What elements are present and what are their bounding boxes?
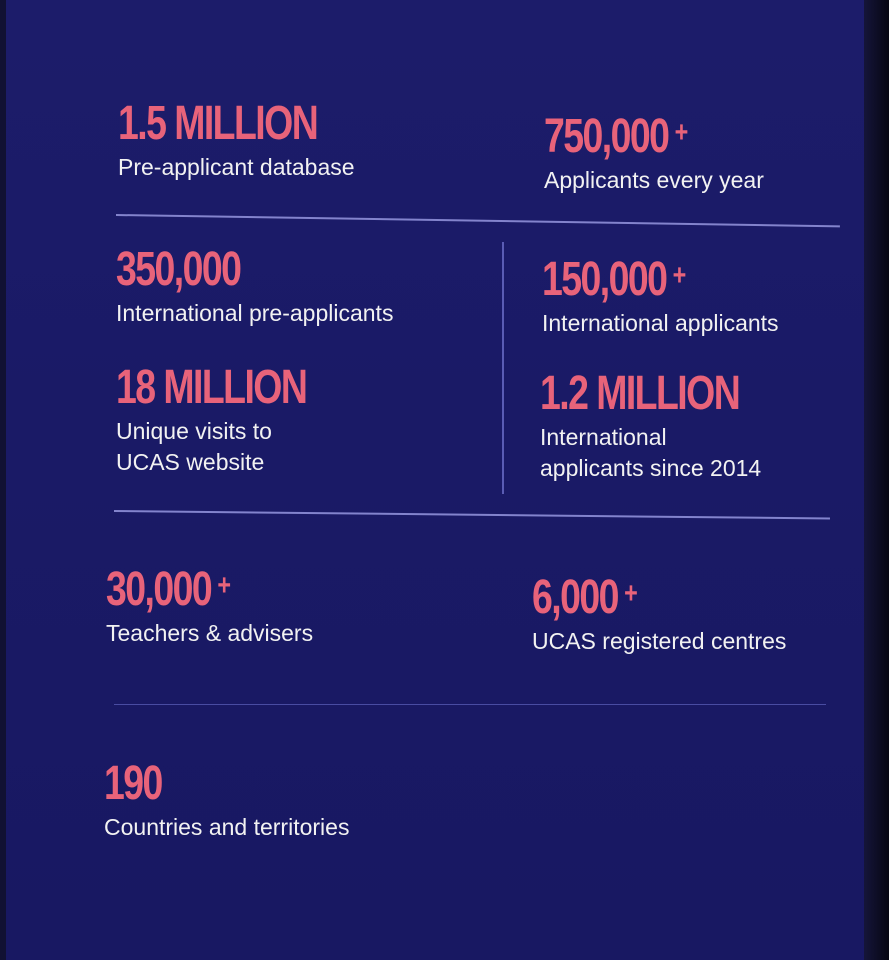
screen-bezel-right (864, 0, 889, 960)
stat-countries-territories (104, 757, 350, 843)
stat-value: 750,000 + (544, 110, 689, 163)
stat-value: 30,000 + (106, 563, 232, 616)
stat-label: UCAS registered centres (532, 628, 787, 654)
stat-pre-applicant-database (118, 97, 381, 183)
stat-value: 18 MILLION (116, 361, 307, 414)
divider (114, 704, 826, 705)
stat-applicants-every-year (544, 110, 764, 196)
stat-international-applicants (542, 253, 779, 339)
stat-value: 350,000 (116, 243, 241, 296)
stat-unique-visits (116, 361, 368, 478)
stat-value: 150,000 + (542, 253, 687, 306)
stat-international-applicants-since-2014 (540, 367, 803, 484)
stat-label: Unique visits to UCAS website (116, 418, 272, 475)
stats-screen (6, 0, 864, 960)
vertical-divider (502, 242, 504, 494)
stat-value: 1.2 MILLION (540, 367, 740, 420)
stat-registered-centres (532, 571, 787, 657)
divider (114, 510, 830, 519)
stat-label: International applicants since 2014 (540, 424, 762, 481)
stat-value: 1.5 MILLION (118, 97, 318, 150)
stat-label: International pre-applicants (116, 300, 394, 326)
divider (116, 214, 840, 227)
stat-label: Teachers & advisers (106, 620, 314, 646)
stat-label: Countries and territories (104, 814, 350, 840)
stat-label: Applicants every year (544, 167, 764, 193)
stat-international-pre-applicants (116, 243, 394, 329)
stat-label: International applicants (542, 310, 779, 336)
stat-value: 6,000 + (532, 571, 638, 624)
stat-label: Pre-applicant database (118, 154, 355, 180)
stat-teachers-advisers (106, 563, 314, 649)
stat-value: 190 (104, 757, 162, 810)
